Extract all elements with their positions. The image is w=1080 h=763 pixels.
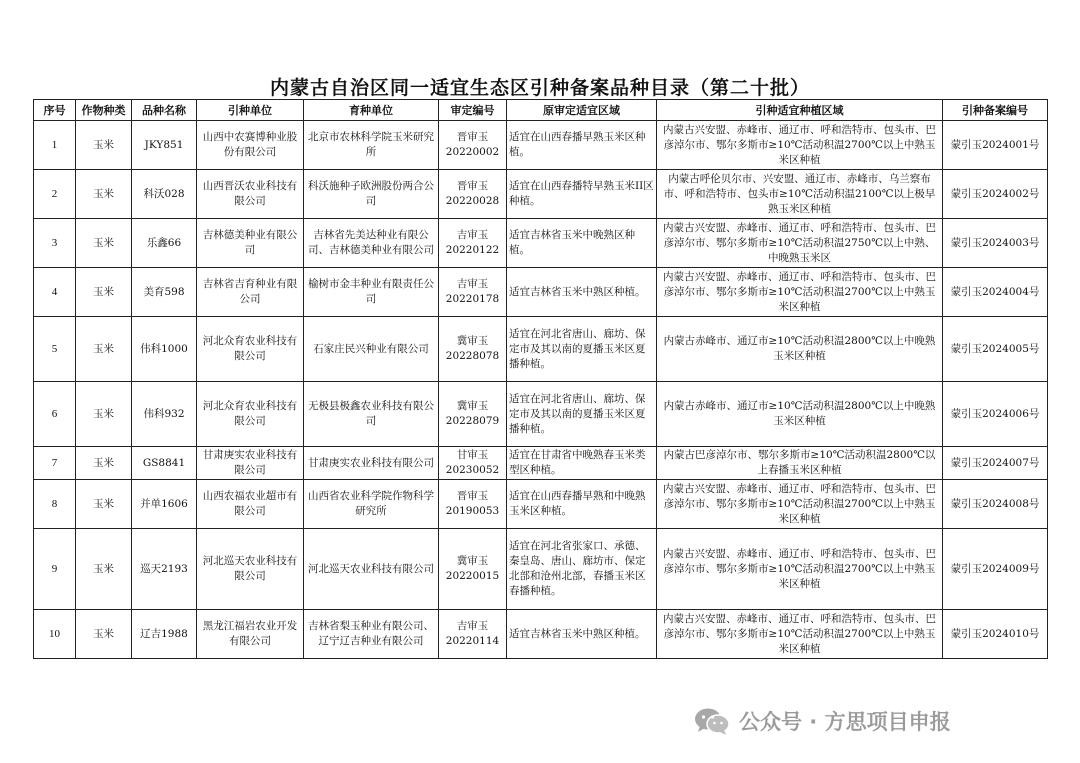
cell-crop: 玉米 <box>76 170 132 219</box>
table-row <box>34 121 1048 170</box>
cell-record: 蒙引玉2024001号 <box>943 121 1048 170</box>
cell-orig-region: 适宜在甘肃省中晚熟春玉米类型区种植。 <box>507 447 657 480</box>
cell-orig-region: 适宜在河北省唐山、廊坊、保定市及其以南的夏播玉米区夏播种植。 <box>507 382 657 447</box>
cell-orig-region: 适宜在山西春播特早熟玉米II区种植。 <box>507 170 657 219</box>
table-header-row <box>34 100 1048 121</box>
header-approval: 审定编号 <box>439 100 507 121</box>
table-row <box>34 219 1048 268</box>
cell-record: 蒙引玉2024005号 <box>943 317 1048 382</box>
cell-variety: JKY851 <box>132 121 197 170</box>
cell-introducer: 山西晋沃农业科技有限公司 <box>197 170 304 219</box>
cell-variety: 伟科1000 <box>132 317 197 382</box>
cell-crop: 玉米 <box>76 219 132 268</box>
cell-variety: 辽吉1988 <box>132 610 197 659</box>
cell-variety: 乐鑫66 <box>132 219 197 268</box>
cell-orig-region: 适宜吉林省玉米中晚熟区种植。 <box>507 219 657 268</box>
cell-breeder: 山西省农业科学院作物科学研究所 <box>304 480 439 529</box>
cell-approval: 吉审玉20220114 <box>439 610 507 659</box>
cell-breeder: 无极县极鑫农业科技有限公司 <box>304 382 439 447</box>
cell-breeder: 吉林省先美达种业有限公司、吉林德美种业有限公司 <box>304 219 439 268</box>
cell-introducer: 河北众育农业科技有限公司 <box>197 317 304 382</box>
cell-crop: 玉米 <box>76 529 132 610</box>
cell-breeder: 吉林省梨玉种业有限公司、辽宁辽吉种业有限公司 <box>304 610 439 659</box>
header-no: 序号 <box>34 100 76 121</box>
cell-breeder: 北京市农林科学院玉米研究所 <box>304 121 439 170</box>
header-variety: 品种名称 <box>132 100 197 121</box>
cell-breeder: 河北巡天农业科技有限公司 <box>304 529 439 610</box>
cell-intro-region: 内蒙古兴安盟、赤峰市、通辽市、呼和浩特市、包头市、巴彦淖尔市、鄂尔多斯市≥10℃活动积温2700℃以上中熟玉米区种植 <box>657 121 943 170</box>
cell-approval: 冀审玉20220015 <box>439 529 507 610</box>
cell-breeder: 榆树市金丰种业有限责任公司 <box>304 268 439 317</box>
cell-breeder: 科沃施种子欧洲股份两合公司 <box>304 170 439 219</box>
cell-introducer: 吉林省吉育种业有限公司 <box>197 268 304 317</box>
cell-no: 1 <box>34 121 76 170</box>
cell-crop: 玉米 <box>76 480 132 529</box>
cell-approval: 晋审玉20190053 <box>439 480 507 529</box>
table-row <box>34 382 1048 447</box>
cell-no: 4 <box>34 268 76 317</box>
table-row <box>34 529 1048 610</box>
cell-intro-region: 内蒙古呼伦贝尔市、兴安盟、通辽市、赤峰市、乌兰察布市、呼和浩特市、包头市≥10℃活动积温2100℃以上极早熟玉米区种植 <box>657 170 943 219</box>
cell-approval: 吉审玉20220122 <box>439 219 507 268</box>
cell-approval: 晋审玉20220028 <box>439 170 507 219</box>
cell-introducer: 河北众育农业科技有限公司 <box>197 382 304 447</box>
cell-crop: 玉米 <box>76 268 132 317</box>
cell-introducer: 河北巡天农业科技有限公司 <box>197 529 304 610</box>
cell-orig-region: 适宜在河北省张家口、承德、秦皇岛、唐山、廊坊市、保定北部和沧州北部，春播玉米区春播种植。 <box>507 529 657 610</box>
table-row <box>34 610 1048 659</box>
cell-introducer: 吉林德美种业有限公司 <box>197 219 304 268</box>
header-breeder: 育种单位 <box>304 100 439 121</box>
cell-intro-region: 内蒙古赤峰市、通辽市≥10℃活动积温2800℃以上中晚熟玉米区种植 <box>657 317 943 382</box>
watermark-text: 公众号 · 方思项目申报 <box>739 710 951 734</box>
watermark <box>693 704 951 738</box>
cell-record: 蒙引玉2024006号 <box>943 382 1048 447</box>
cell-approval: 甘审玉20230052 <box>439 447 507 480</box>
cell-variety: 巡天2193 <box>132 529 197 610</box>
cell-crop: 玉米 <box>76 382 132 447</box>
cell-variety: GS8841 <box>132 447 197 480</box>
cell-no: 3 <box>34 219 76 268</box>
variety-table <box>33 99 1048 659</box>
cell-orig-region: 适宜在山西春播早熟和中晚熟玉米区种植。 <box>507 480 657 529</box>
header-intro-region: 引种适宜种植区域 <box>657 100 943 121</box>
cell-introducer: 甘肃庚实农业科技有限公司 <box>197 447 304 480</box>
cell-variety: 美育598 <box>132 268 197 317</box>
cell-breeder: 石家庄民兴种业有限公司 <box>304 317 439 382</box>
cell-record: 蒙引玉2024002号 <box>943 170 1048 219</box>
page-title: 内蒙古自治区同一适宜生态区引种备案品种目录（第二十批） <box>269 77 810 99</box>
cell-intro-region: 内蒙古巴彦淖尔市、鄂尔多斯市≥10℃活动积温2800℃以上春播玉米区种植 <box>657 447 943 480</box>
cell-crop: 玉米 <box>76 447 132 480</box>
table-row <box>34 317 1048 382</box>
cell-approval: 吉审玉20220178 <box>439 268 507 317</box>
cell-approval: 冀审玉20228078 <box>439 317 507 382</box>
cell-no: 5 <box>34 317 76 382</box>
cell-intro-region: 内蒙古兴安盟、赤峰市、通辽市、呼和浩特市、包头市、巴彦淖尔市、鄂尔多斯市≥10℃活动积温2700℃以上中熟玉米区种植 <box>657 268 943 317</box>
cell-record: 蒙引玉2024004号 <box>943 268 1048 317</box>
table-row <box>34 447 1048 480</box>
cell-no: 7 <box>34 447 76 480</box>
cell-intro-region: 内蒙古兴安盟、赤峰市、通辽市、呼和浩特市、包头市、巴彦淖尔市、鄂尔多斯市≥10℃活动积温2750℃以上中熟、中晚熟玉米区 <box>657 219 943 268</box>
cell-orig-region: 适宜吉林省玉米中熟区种植。 <box>507 610 657 659</box>
cell-no: 10 <box>34 610 76 659</box>
cell-variety: 并单1606 <box>132 480 197 529</box>
header-record: 引种备案编号 <box>943 100 1048 121</box>
cell-no: 2 <box>34 170 76 219</box>
cell-no: 8 <box>34 480 76 529</box>
cell-record: 蒙引玉2024003号 <box>943 219 1048 268</box>
cell-intro-region: 内蒙古兴安盟、赤峰市、通辽市、呼和浩特市、包头市、巴彦淖尔市、鄂尔多斯市≥10℃活动积温2700℃以上中熟玉米区种植 <box>657 610 943 659</box>
cell-variety: 科沃028 <box>132 170 197 219</box>
cell-introducer: 山西农福农业超市有限公司 <box>197 480 304 529</box>
header-introducer: 引种单位 <box>197 100 304 121</box>
cell-crop: 玉米 <box>76 121 132 170</box>
cell-record: 蒙引玉2024008号 <box>943 480 1048 529</box>
cell-intro-region: 内蒙古赤峰市、通辽市≥10℃活动积温2800℃以上中晚熟玉米区种植 <box>657 382 943 447</box>
header-crop: 作物种类 <box>76 100 132 121</box>
cell-orig-region: 适宜吉林省玉米中熟区种植。 <box>507 268 657 317</box>
cell-variety: 伟科932 <box>132 382 197 447</box>
cell-approval: 晋审玉20220002 <box>439 121 507 170</box>
cell-introducer: 山西中农赛博种业股份有限公司 <box>197 121 304 170</box>
cell-breeder: 甘肃庚实农业科技有限公司 <box>304 447 439 480</box>
table-row <box>34 170 1048 219</box>
cell-record: 蒙引玉2024010号 <box>943 610 1048 659</box>
cell-crop: 玉米 <box>76 610 132 659</box>
cell-record: 蒙引玉2024009号 <box>943 529 1048 610</box>
cell-introducer: 黑龙江福岩农业开发有限公司 <box>197 610 304 659</box>
cell-record: 蒙引玉2024007号 <box>943 447 1048 480</box>
cell-orig-region: 适宜在河北省唐山、廊坊、保定市及其以南的夏播玉米区夏播种植。 <box>507 317 657 382</box>
wechat-icon <box>693 706 731 736</box>
cell-intro-region: 内蒙古兴安盟、赤峰市、通辽市、呼和浩特市、包头市、巴彦淖尔市、鄂尔多斯市≥10℃活动积温2700℃以上中熟玉米区种植 <box>657 529 943 610</box>
table-row <box>34 480 1048 529</box>
cell-intro-region: 内蒙古兴安盟、赤峰市、通辽市、呼和浩特市、包头市、巴彦淖尔市、鄂尔多斯市≥10℃活动积温2700℃以上中熟玉米区种植 <box>657 480 943 529</box>
header-orig-region: 原审定适宜区域 <box>507 100 657 121</box>
cell-orig-region: 适宜在山西春播早熟玉米区种植。 <box>507 121 657 170</box>
cell-crop: 玉米 <box>76 317 132 382</box>
cell-no: 9 <box>34 529 76 610</box>
table-row <box>34 268 1048 317</box>
cell-approval: 冀审玉20228079 <box>439 382 507 447</box>
cell-no: 6 <box>34 382 76 447</box>
